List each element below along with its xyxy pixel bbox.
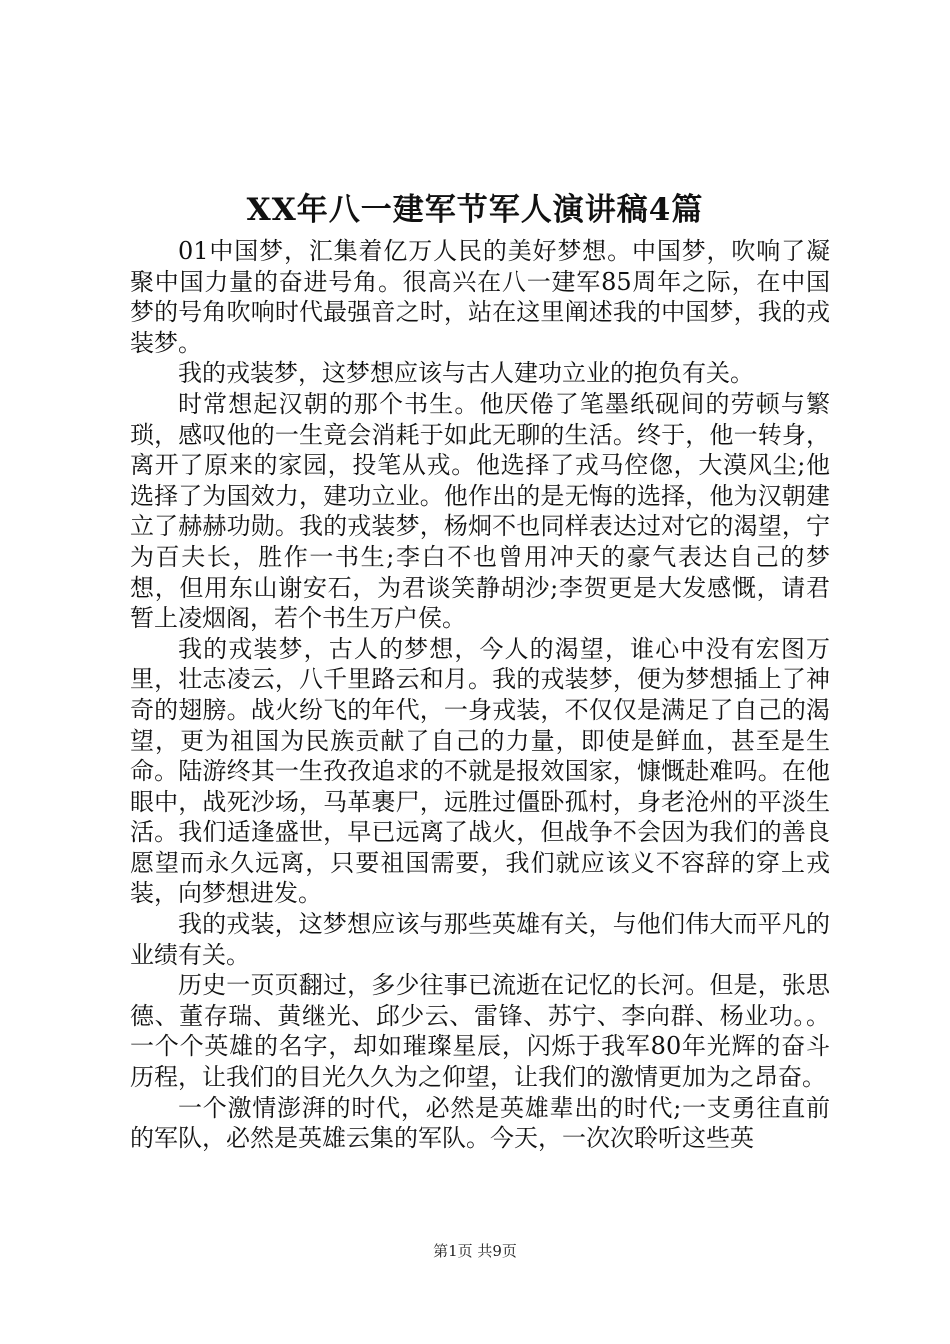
document-title: XX年八一建军节军人演讲稿4篇 xyxy=(246,192,704,228)
paragraph: 时常想起汉朝的那个书生。他厌倦了笔墨纸砚间的劳顿与繁琐，感叹他的一生竟会消耗于如此无聊的生活。终于，他一转身，离开了原来的家园，投笔从戎。他选择了戎马倥偬，大漠风尘;他选择了为国效力，建功立业。他作出的是无悔的选择，他为汉朝建立了赫赫功勋。我的戎装梦，杨炯不也同样表达过对它的渴望，宁为百夫长，胜作一书生;李白不也曾用冲天的豪气表达自己的梦想，但用东山谢安石，为君谈笑静胡沙;李贺更是大发感慨，请君暂上凌烟阁，若个书生万户侯。 xyxy=(130,389,830,633)
paragraph: 我的戎装梦，这梦想应该与古人建功立业的抱负有关。 xyxy=(178,359,754,388)
paragraph: 历史一页页翻过，多少往事已流逝在记忆的长河。但是，张思德、董存瑞、黄继光、邱少云、雷锋、苏宁、李向群、杨业功。。一个个英雄的名字，却如璀璨星辰，闪烁于我军80年光辉的奋斗历程，让我们的目光久久为之仰望，让我们的激情更加为之昂奋。 xyxy=(130,971,830,1092)
paragraph: 01中国梦，汇集着亿万人民的美好梦想。中国梦，吹响了凝聚中国力量的奋进号角。很高兴在八一建军85周年之际，在中国梦的号角吹响时代最强音之时，站在这里阐述我的中国梦，我的戎装梦。 xyxy=(130,237,830,357)
paragraph: 一个激情澎湃的时代，必然是英雄辈出的时代;一支勇往直前的军队，必然是英雄云集的军队。今天，一次次聆听这些英 xyxy=(130,1093,830,1153)
page-footer: 第1页 共9页 xyxy=(433,1242,517,1260)
paragraph: 我的戎装梦，古人的梦想，今人的渴望，谁心中没有宏图万里，壮志凌云，八千里路云和月。我的戎装梦，便为梦想插上了神奇的翅膀。战火纷飞的年代，一身戎装，不仅仅是满足了自己的渴望，更为祖国为民族贡献了自己的力量，即使是鲜血，甚至是生命。陆游终其一生孜孜追求的不就是报效国家，慷慨赴难吗。在他眼中，战死沙场，马革裹尸，远胜过僵卧孤村，身老沧州的平淡生活。我们适逢盛世，早已远离了战火，但战争不会因为我们的善良愿望而永久远离，只要祖国需要，我们就应该义不容辞的穿上戎装，向梦想进发。 xyxy=(130,634,830,908)
paragraph: 我的戎装，这梦想应该与那些英雄有关，与他们伟大而平凡的业绩有关。 xyxy=(130,910,830,969)
document-body xyxy=(130,236,830,1154)
